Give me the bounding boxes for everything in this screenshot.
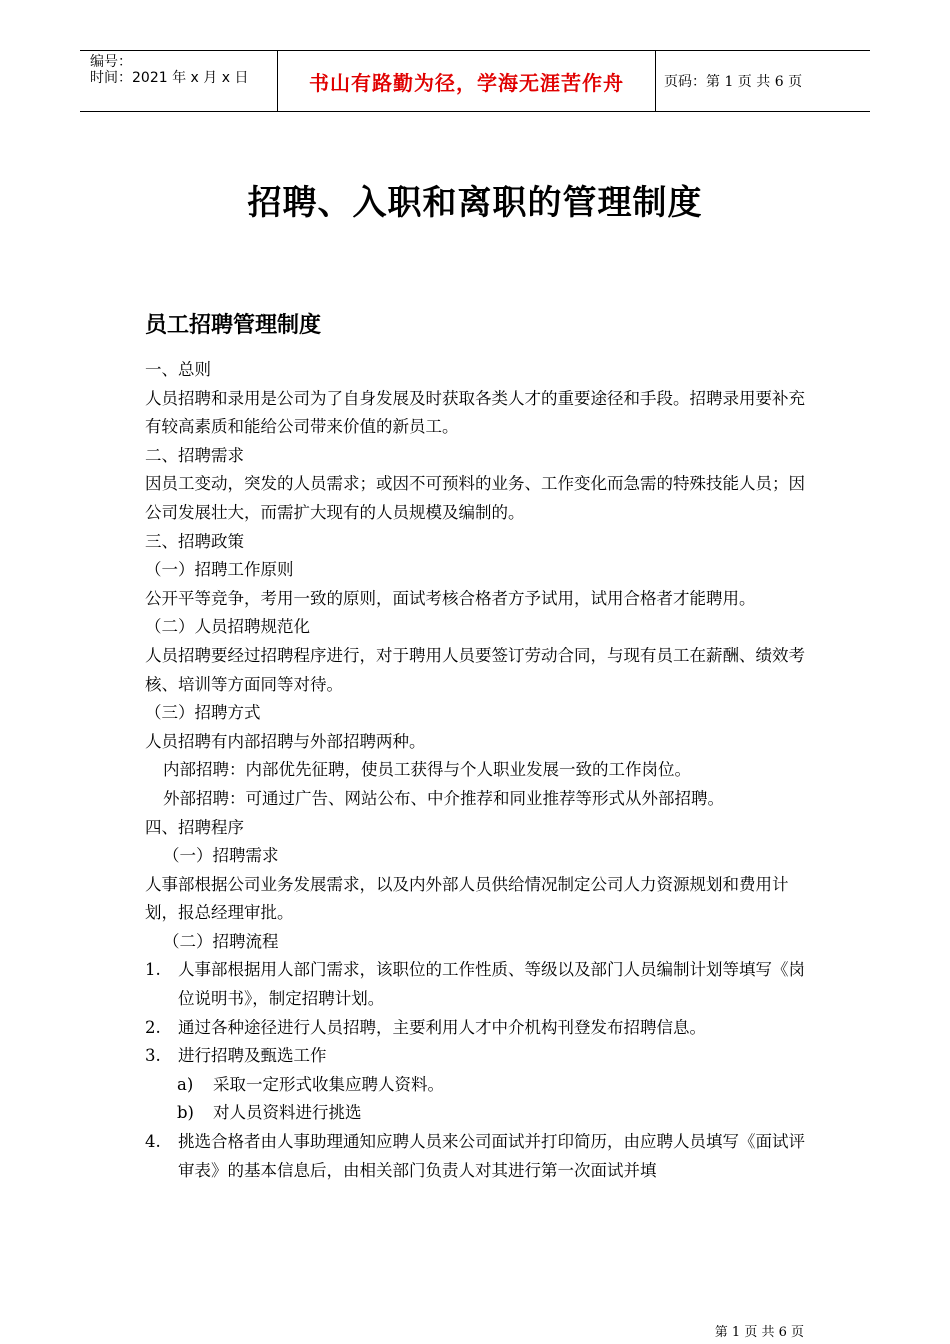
subheading: （一）招聘工作原则	[145, 560, 294, 580]
list-number: 4.	[145, 1132, 161, 1152]
header-page-info	[656, 51, 870, 111]
header-meta	[80, 51, 278, 111]
paragraph-indented: 内部招聘：内部优先征聘，使员工获得与个人职业发展一致的工作岗位。	[163, 760, 691, 780]
sub-list-text: 采取一定形式收集应聘人资料。	[213, 1074, 444, 1094]
list-text: 人事部根据用人部门需求，该职位的工作性质、等级以及部门人员编制计划等填写《岗位说明书》，制定招聘计划。	[178, 960, 805, 1009]
list-text: 通过各种途径进行人员招聘，主要利用人才中介机构刊登发布招聘信息。	[178, 1017, 706, 1037]
subheading: （二）招聘流程	[163, 931, 279, 951]
paragraph: 公开平等竞争，考用一致的原则，面试考核合格者方予试用，试用合格者才能聘用。	[145, 588, 756, 608]
time-label: 时间：2021 年 x 月 x 日	[90, 70, 249, 86]
header-table	[80, 50, 870, 112]
paragraph-indented: 外部招聘：可通过广告、网站公布、中介推荐和同业推荐等形式从外部招聘。	[163, 788, 724, 808]
list-number: 1.	[145, 960, 161, 980]
document-title: 招聘、入职和离职的管理制度	[247, 183, 703, 223]
list-item	[145, 1128, 813, 1185]
header-motto-cell	[278, 51, 656, 111]
heading-policy: 三、招聘政策	[145, 531, 244, 551]
paragraph: 人员招聘有内部招聘与外部招聘两种。	[145, 731, 426, 751]
document-body	[145, 356, 813, 1185]
list-text: 挑选合格者由人事助理通知应聘人员来公司面试并打印简历，由应聘人员填写《面试评审表》的基本信息后，由相关部门负责人对其进行第一次面试并填	[178, 1132, 805, 1180]
page-footer: 第 1 页 共 6 页	[714, 1325, 804, 1340]
sub-list-item	[145, 1071, 813, 1100]
paragraph: 因员工变动，突发的人员需求；或因不可预料的业务、工作变化而急需的特殊技能人员；因公司发展壮大，而需扩大现有的人员规模及编制的。	[145, 474, 805, 522]
subheading: （一）招聘需求	[163, 846, 279, 866]
list-item	[145, 956, 813, 1013]
list-number: 2.	[145, 1017, 161, 1037]
subheading: （三）招聘方式	[145, 703, 261, 723]
subheading: （二）人员招聘规范化	[145, 617, 310, 637]
heading-procedure: 四、招聘程序	[145, 817, 244, 837]
section-title: 员工招聘管理制度	[145, 313, 322, 338]
heading-demand: 二、招聘需求	[145, 445, 244, 465]
paragraph: 人员招聘和录用是公司为了自身发展及时获取各类人才的重要途径和手段。招聘录用要补充有较高素质和能给公司带来价值的新员工。	[145, 388, 805, 437]
paragraph: 人事部根据公司业务发展需求，以及内外部人员供给情况制定公司人力资源规划和费用计划，报总经理审批。	[145, 874, 789, 923]
sub-list-letter: b)	[177, 1103, 194, 1123]
page-info-text: 页码：第 1 页 共 6 页	[664, 74, 803, 90]
motto-text: 书山有路勤为径，学海无涯苦作舟	[309, 70, 624, 95]
sub-list-text: 对人员资料进行挑选	[213, 1103, 362, 1123]
paragraph: 人员招聘要经过招聘程序进行，对于聘用人员要签订劳动合同，与现有员工在薪酬、绩效考核、培训等方面同等对待。	[145, 645, 805, 694]
list-number: 3.	[145, 1046, 161, 1066]
sub-list-item	[145, 1099, 813, 1128]
number-label: 编号：	[90, 54, 132, 70]
list-item	[145, 1014, 813, 1043]
sub-list-letter: a)	[177, 1074, 194, 1094]
heading-general: 一、总则	[145, 360, 211, 379]
list-item	[145, 1042, 813, 1071]
list-text: 进行招聘及甄选工作	[178, 1046, 327, 1066]
